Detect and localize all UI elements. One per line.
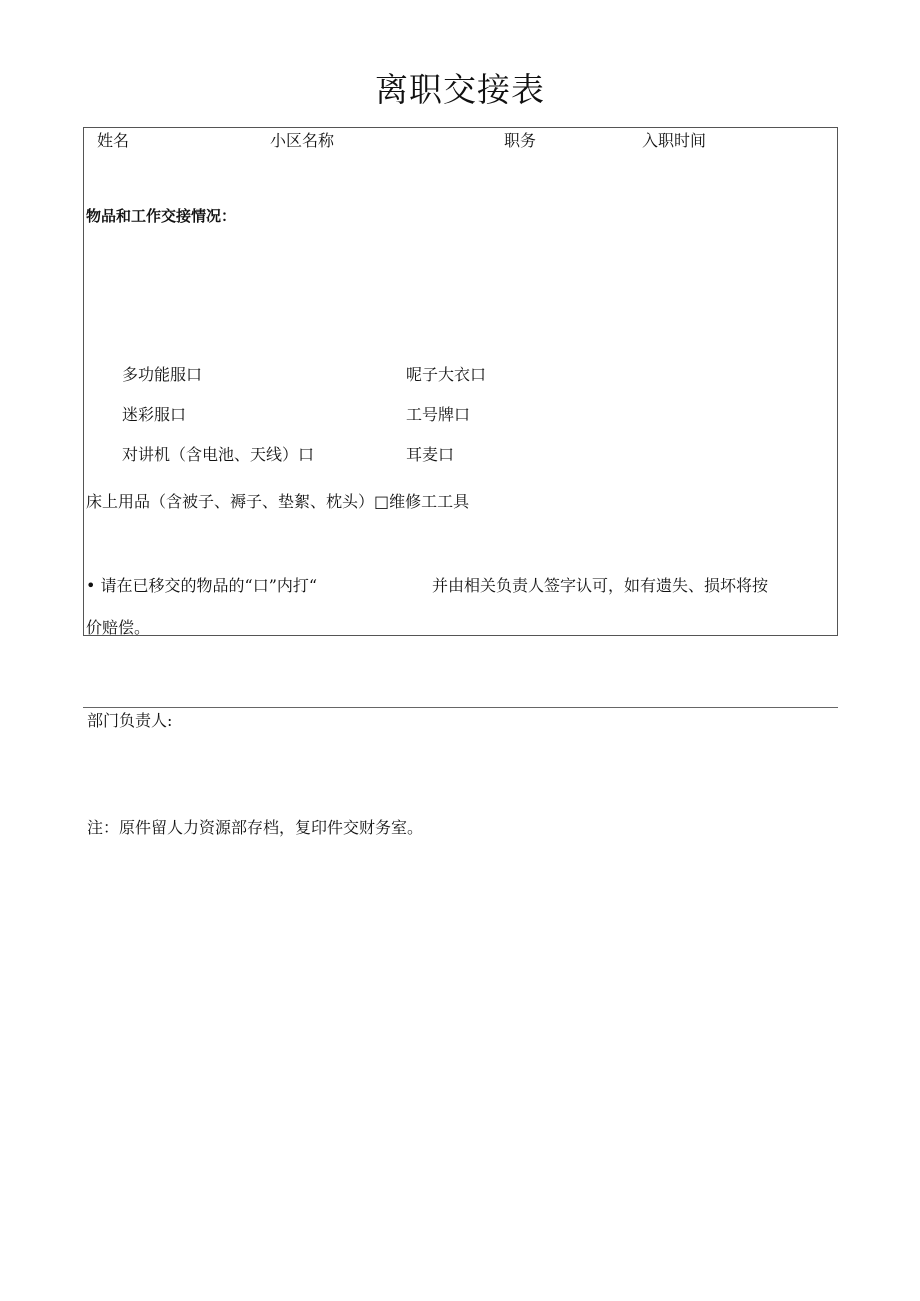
- hire-date-label: 入职时间: [642, 131, 707, 150]
- item-badge[interactable]: 工号牌口: [406, 405, 471, 424]
- position-label: 职务: [504, 131, 537, 150]
- item-walkie-talkie[interactable]: 对讲机（含电池、天线）口: [122, 445, 315, 464]
- item-bedding-tools[interactable]: 床上用品（含被子、褥子、垫絮、枕头）□维修工工具: [86, 492, 470, 511]
- item-multi-uniform[interactable]: 多功能服口: [122, 365, 203, 384]
- handover-heading: 物品和工作交接情况：: [86, 207, 237, 225]
- handover-form-box: [83, 127, 838, 636]
- signature-divider: [83, 707, 838, 708]
- page-title: 离职交接表: [375, 70, 545, 109]
- item-camo-uniform[interactable]: 迷彩服口: [122, 405, 187, 424]
- instruction-text-b: 并由相关负责人签字认可，如有遗失、损坏将按: [432, 576, 769, 595]
- instruction-text-a: • 请在已移交的物品的“口”内打“: [86, 576, 318, 595]
- dept-head-label: 部门负责人:: [87, 711, 173, 730]
- instruction-text-continued: 价赔偿。: [86, 618, 151, 637]
- footer-note: 注：原件留人力资源部存档，复印件交财务室。: [87, 818, 424, 837]
- community-label: 小区名称: [270, 131, 335, 150]
- item-wool-coat[interactable]: 呢子大衣口: [406, 365, 487, 384]
- name-label: 姓名: [97, 131, 130, 150]
- item-earpiece[interactable]: 耳麦口: [406, 445, 455, 464]
